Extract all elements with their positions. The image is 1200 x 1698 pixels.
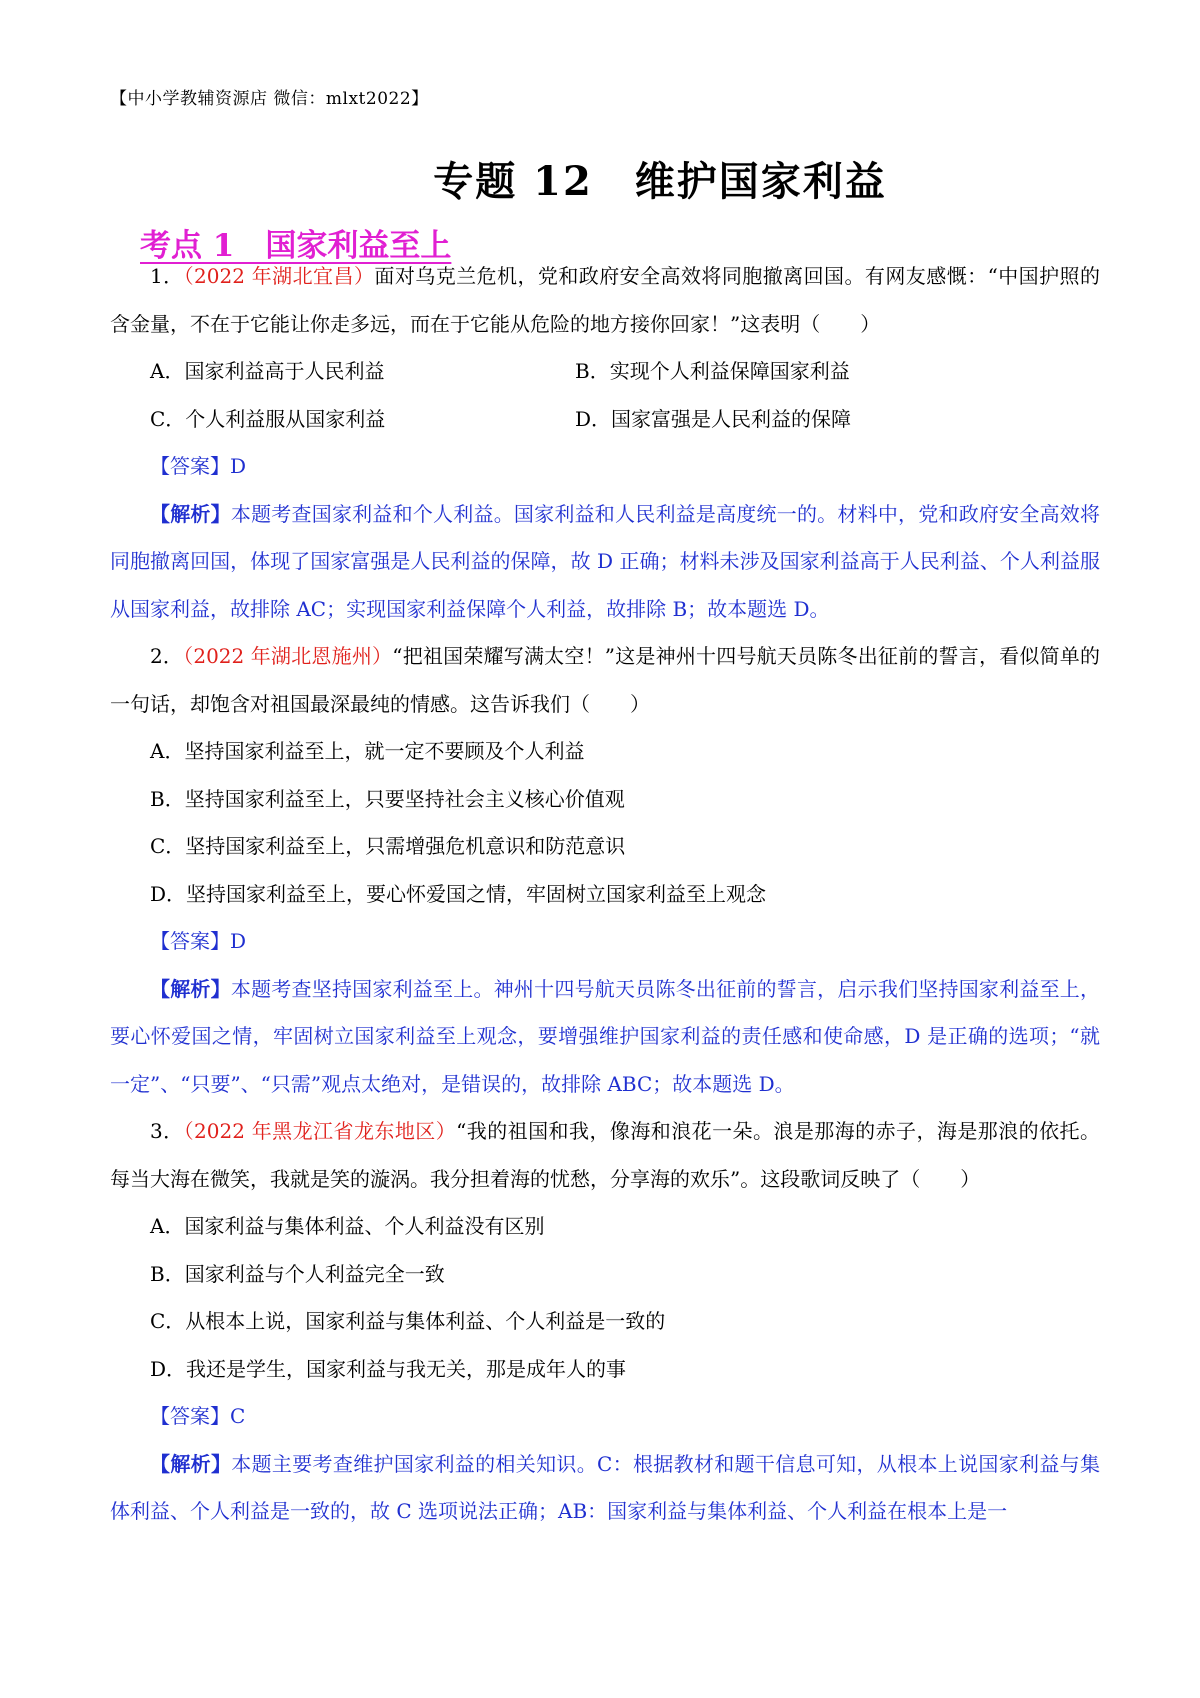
- question-2-stem: [110, 633, 1100, 728]
- question-1-analysis: [110, 491, 1100, 634]
- question-text: “我的祖国和我，像海和浪花一朵。浪是那海的赤子，海是那浪的依托。每当大海在微笑，我就是笑的漩涡。我分担着海的忧愁，分享海的欢乐”。这段歌词反映了（ ）: [110, 1119, 1100, 1191]
- question-1-options-row-2: [110, 396, 1100, 444]
- answer-value: D: [230, 929, 247, 953]
- header-note: 【中小学教辅资源店 微信：mlxt2022】: [110, 89, 429, 109]
- question-list: [110, 253, 1100, 1536]
- question-2-analysis: [110, 966, 1100, 1109]
- question-2-answer: [110, 918, 1100, 966]
- option-d: D．坚持国家利益至上，要心怀爱国之情，牢固树立国家利益至上观念: [150, 881, 767, 906]
- question-text: 面对乌克兰危机，党和政府安全高效将同胞撤离回国。有网友感慨：“中国护照的含金量，不在于它能让你走多远，而在于它能从危险的地方接你回家！”这表明（ ）: [110, 264, 1100, 336]
- analysis-text: 本题考查坚持国家利益至上。神州十四号航天员陈冬出征前的誓言，启示我们坚持国家利益至上，要心怀爱国之情，牢固树立国家利益至上观念，要增强维护国家利益的责任感和使命感，D 是正确的选项；“就一定”、“只要”、“只需”观点太绝对，是错误的，故排除 ABC；故本题选 D。: [110, 976, 1101, 1096]
- option-c: C．坚持国家利益至上，只需增强危机意识和防范意识: [150, 834, 626, 858]
- question-1-answer: [110, 443, 1100, 491]
- option-b: B．坚持国家利益至上，只要坚持社会主义核心价值观: [150, 786, 625, 811]
- option-a: A．国家利益与集体利益、个人利益没有区别: [150, 1214, 545, 1238]
- answer-value: D: [230, 454, 247, 478]
- question-number: 3．: [150, 1119, 184, 1143]
- question-1-options-row-1: [110, 348, 1100, 396]
- question-source: （2022 年湖北宜昌）: [183, 264, 375, 288]
- question-1-stem: [110, 253, 1100, 348]
- question-3-stem: [110, 1108, 1100, 1203]
- question-number: 1．: [150, 264, 184, 288]
- option-b: B．实现个人利益保障国家利益: [575, 359, 850, 383]
- analysis-label: 【解析】: [150, 501, 231, 526]
- page-title: 专题 12 维护国家利益: [433, 158, 887, 205]
- question-source: （2022 年湖北恩施州）: [183, 644, 393, 668]
- option-d: D．国家富强是人民利益的保障: [575, 406, 852, 431]
- option-a: A．坚持国家利益至上，就一定不要顾及个人利益: [150, 739, 585, 763]
- analysis-label: 【解析】: [150, 976, 231, 1001]
- question-text: “把祖国荣耀写满太空！”这是神州十四号航天员陈冬出征前的誓言，看似简单的一句话，却饱含对祖国最深最纯的情感。这告诉我们（ ）: [110, 644, 1100, 716]
- option-d: D．我还是学生，国家利益与我无关，那是成年人的事: [150, 1356, 627, 1381]
- question-3-answer: [110, 1393, 1100, 1441]
- section-title: 考点 1 国家利益至上: [140, 228, 452, 264]
- analysis-text: 本题考查国家利益和个人利益。国家利益和人民利益是高度统一的。材料中，党和政府安全高效将同胞撤离回国，体现了国家富强是人民利益的保障，故 D 正确；材料未涉及国家利益高于人民利益、个人利益服从国家利益，故排除 AC；实现国家利益保障个人利益，故排除 B；故本题选 D。: [110, 501, 1101, 621]
- option-b: B．国家利益与个人利益完全一致: [150, 1261, 445, 1286]
- question-source: （2022 年黑龙江省龙东地区）: [183, 1119, 457, 1143]
- answer-value: C: [230, 1404, 246, 1428]
- question-3-analysis: [110, 1441, 1100, 1536]
- answer-label: 【答案】: [150, 454, 230, 478]
- option-a: A．国家利益高于人民利益: [150, 359, 385, 383]
- option-c: C．从根本上说，国家利益与集体利益、个人利益是一致的: [150, 1309, 666, 1333]
- analysis-label: 【解析】: [150, 1451, 232, 1476]
- option-c: C．个人利益服从国家利益: [150, 406, 386, 431]
- answer-label: 【答案】: [150, 929, 230, 953]
- question-number: 2．: [150, 644, 184, 668]
- answer-label: 【答案】: [150, 1404, 230, 1428]
- analysis-text: 本题主要考查维护国家利益的相关知识。C：根据教材和题干信息可知，从根本上说国家利益与集体利益、个人利益是一致的，故 C 选项说法正确；AB：国家利益与集体利益、个人利益在根本上是一: [110, 1451, 1100, 1523]
